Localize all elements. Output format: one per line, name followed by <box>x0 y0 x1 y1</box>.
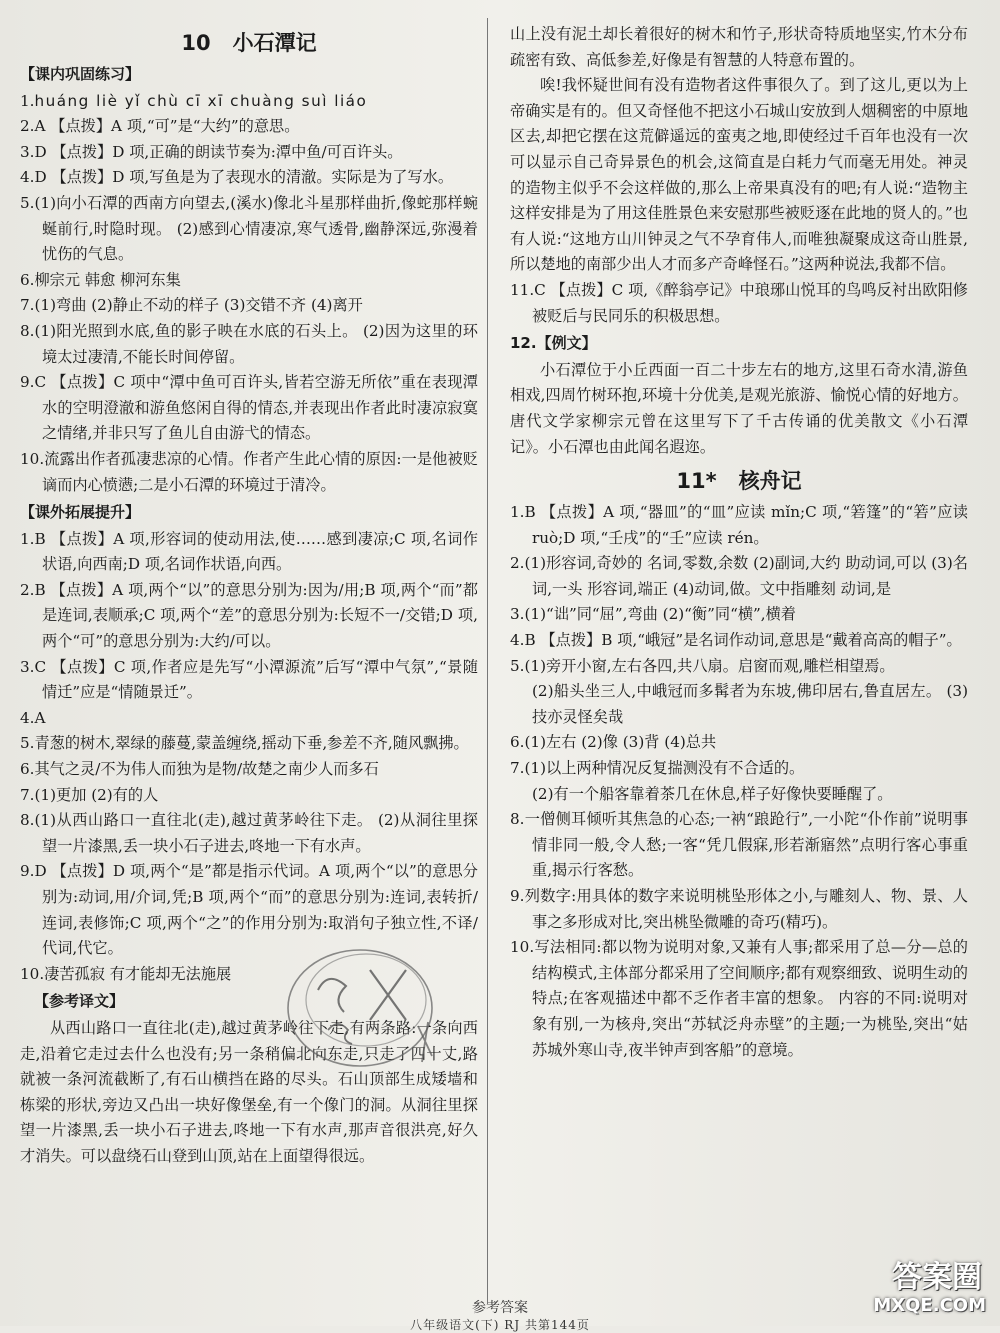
translation-paragraph-2: 唉!我怀疑世间有没有造物者这件事很久了。到了这儿,更以为上帝确实是有的。但又奇怪他不把这小石城山安放到人烟稠密的中原地区去,却把它摆在这荒僻遥远的蛮夷之地,即使经过千百年也没有一次可以显示自己奇异景色的机会,这简直是白耗力气而毫无用处。神灵的造物主似乎不会这样做的,那么上帝果真没有的吧;有人说:“造物主这样安排是为了用这佳胜景色来安慰那些被贬逐在此地的贤人的。”也有人说:“这地方山川钟灵之气不孕育伟人,而唯独凝聚成这奇山胜景,所以楚地的南部少出人才而多产奇峰怪石。”这两种说法,我都不信。 <box>510 76 968 274</box>
footer-subtitle: 八年级语文(下) RJ 共第144页 <box>410 1318 590 1332</box>
answer-7: 7.(1)弯曲 (2)静止不动的样子 (3)交错不齐 (4)离开 <box>20 296 363 315</box>
lesson-10-title <box>20 26 478 60</box>
answer-1 <box>20 89 478 115</box>
extension-10: 10.凄苦孤寂 有才能却无法施展 <box>20 964 232 983</box>
extension-7: 7.(1)更加 (2)有的人 <box>20 785 159 804</box>
reference-translation-text: 从西山路口一直往北(走),越过黄茅岭往下走,有两条路:一条向西走,沿着它走过去什么也没有;另一条稍偏北向东走,只走了四十丈,路就被一条河流截断了,有石山横挡在路的尽头。石山顶部生成矮墙和栋梁的形状,旁边又凸出一块好像堡垒,有一个像门的洞。从洞往里探望一片漆黑,丢一块小石子进去,咚地一下有水声,那声音很洪亮,好久才消失。可以盘绕石山登到山顶,站在上面望得很远。 <box>20 1018 478 1165</box>
section-extension: 【课外拓展提升】 <box>20 503 141 522</box>
extension-4: 4.A <box>20 708 46 727</box>
hezhou-answer-5a: 5.(1)旁开小窗,左右各四,共八扇。启窗而观,雕栏相望焉。 <box>510 656 895 675</box>
watermark-logo: 答案圈 <box>892 1260 982 1295</box>
extension-6: 6.其气之灵/不为伟人而独为是物/故楚之南少人而多石 <box>20 760 379 779</box>
hezhou-answer-3: 3.(1)“诎”同“屈”,弯曲 (2)“衡”同“横”,横着 <box>510 605 796 624</box>
extension-8: 8.(1)从西山路口一直往北(走),越过黄茅岭往下走。 (2)从洞往里探望一片漆黑,丢一块小石子进去,咚地一下有水声。 <box>20 811 478 855</box>
section-in-class: 【课内巩固练习】 <box>20 65 141 83</box>
answer-8: 8.(1)阳光照到水底,鱼的影子映在水底的石头上。 (2)因为这里的环境太过凄清,不能长时间停留。 <box>20 321 478 366</box>
extension-2: 2.B 【点拨】A 项,两个“以”的意思分别为:因为/用;B 项,两个“而”都是连词,表顺承;C 项,两个“差”的意思分别为:长短不一/交错;D 项,两个“可”的意思分别为:大约/可以。 <box>20 580 478 651</box>
hezhou-answer-4: 4.B 【点拨】B 项,“峨冠”是名词作动词,意思是“戴着高高的帽子”。 <box>510 631 962 650</box>
extension-5: 5.青葱的树木,翠绿的藤蔓,蒙盖缠绕,摇动下垂,参差不齐,随风飘拂。 <box>20 734 469 753</box>
hezhou-answer-9: 9.列数字:用具体的数字来说明桃坠形体之小,与雕刻人、物、景、人事之多形成对比,突出桃坠微雕的奇巧(精巧)。 <box>510 887 968 931</box>
hezhou-answer-8: 8.一僧侧耳倾听其焦急的心态;一衲“踉跄行”,一小陀“仆作前”说明事情非同一般,令人愁;一客“凭几假寐,形若渐寤然”点明行客心事重重,揭示行客愁。 <box>510 810 968 880</box>
hezhou-answer-1: 1.B 【点拨】A 项,“器皿”的“皿”应读 mǐn;C 项,“箬篷”的“箬”应读 ruò;D 项,“壬戌”的“壬”应读 rén。 <box>510 503 968 547</box>
hezhou-answer-6: 6.(1)左右 (2)像 (3)背 (4)总共 <box>510 733 717 752</box>
left-column <box>20 22 478 1170</box>
answer-11: 11.C 【点拨】C 项,《醉翁亭记》中琅琊山悦耳的鸟鸣反衬出欧阳修被贬后与民同乐的积极思想。 <box>510 280 968 325</box>
lesson-10-number: 10 <box>181 31 211 55</box>
answer-6: 6.柳宗元 韩愈 柳河东集 <box>20 270 181 289</box>
watermark <box>816 1252 986 1316</box>
extension-1: 1.B 【点拨】A 项,形容词的使动用法,使……感到凄凉;C 项,名词作状语,向西南;D 项,名词作状语,向西。 <box>20 529 478 574</box>
right-column <box>510 22 968 1063</box>
answer-1-num: 1. <box>20 91 35 110</box>
lesson-10-name: 小石潭记 <box>232 31 317 55</box>
hezhou-answer-10: 10.写法相同:都以物为说明对象,又兼有人事;都采用了总—分—总的结构模式,主体部分都采用了空间顺序;都有观察细致、说明生动的特点;在客观描述中都不乏作者丰富的想象。 内容的不同:说明对象有别,一为核舟,突出“苏轼泛舟赤壁”的主题;一为桃坠,突出“姑苏城外寒山寺,夜半钟声到客船”的意境。 <box>510 938 968 1059</box>
answer-12-example: 小石潭位于小丘西面一百二十步左右的地方,这里石奇水清,游鱼相戏,四周竹树环抱,环境十分优美,是观光旅游、愉悦心情的好地方。唐代文学家柳宗元曾在这里写下了千古传诵的优美散文《小石潭记》。小石潭也由此闻名遐迩。 <box>510 360 968 456</box>
hezhou-answer-2: 2.(1)形容词,奇妙的 名词,零数,余数 (2)副词,大约 助动词,可以 (3)名词,一头 形容词,端正 (4)动词,做。文中指雕刻 动词,是 <box>510 554 968 598</box>
translation-continued: 山上没有泥土却长着很好的树木和竹子,形状奇特质地坚实,竹木分布疏密有致、高低参差,好像是有智慧的人特意布置的。 <box>510 25 968 69</box>
hezhou-answer-5b: (2)船头坐三人,中峨冠而多髯者为东坡,佛印居右,鲁直居左。 (3)技亦灵怪矣哉 <box>532 682 968 726</box>
lesson-11-number: 11* <box>676 469 717 494</box>
hezhou-answer-7a: 7.(1)以上两种情况反复揣测没有不合适的。 <box>510 759 805 778</box>
extension-9: 9.D 【点拨】D 项,两个“是”都是指示代词。A 项,两个“以”的意思分别为:动词,用/介词,凭;B 项,两个“而”的意思分别为:连词,表转折/连词,表修饰;C 项,两个“之”的作用分别为:取消句子独立性,不译/代词,代它。 <box>20 862 478 958</box>
watermark-text: MXQE.COM <box>873 1295 986 1316</box>
reference-translation-heading: 【参考译文】 <box>34 992 125 1011</box>
answer-10: 10.流露出作者孤凄悲凉的心情。作者产生此心情的原因:一是他被贬谪而内心愤懑;二是小石潭的环境过于清冷。 <box>20 449 478 494</box>
answer-9: 9.C 【点拨】C 项中“潭中鱼可百许头,皆若空游无所依”重在表现潭水的空明澄澈和游鱼悠闲自得的情态,并表现出作者此时凄凉寂寞之情绪,并非只写了鱼儿自由游弋的情态。 <box>20 373 478 443</box>
hezhou-answer-7b: (2)有一个船客靠着茶几在休息,样子好像快要睡醒了。 <box>532 784 893 803</box>
lesson-11-name: 核舟记 <box>738 469 802 494</box>
answer-4: 4.D 【点拨】D 项,写鱼是为了表现水的清澈。实际是为了写水。 <box>20 168 454 187</box>
extension-3: 3.C 【点拨】C 项,作者应是先写“小潭源流”后写“潭中气氛”,“景随情迁”应是“情随景迁”。 <box>20 657 478 702</box>
answer-1-pinyin: huáng liè yǐ chù cī xī chuàng suì liáo <box>34 91 368 110</box>
answer-5: 5.(1)向小石潭的西南方向望去,(溪水)像北斗星那样曲折,像蛇那样蜿蜒前行,时隐时现。 (2)感到心情凄凉,寒气透骨,幽静深远,弥漫着忧伤的气息。 <box>20 193 478 264</box>
answer-3: 3.D 【点拨】D 项,正确的朗读节奏为:潭中鱼/可百许头。 <box>20 142 403 161</box>
footer-title: 参考答案 <box>472 1300 528 1316</box>
lesson-11-title <box>510 464 968 498</box>
answer-12-heading: 12.【例文】 <box>510 334 597 353</box>
column-divider <box>487 18 488 1304</box>
answer-2: 2.A 【点拨】A 项,“可”是“大约”的意思。 <box>20 117 300 136</box>
